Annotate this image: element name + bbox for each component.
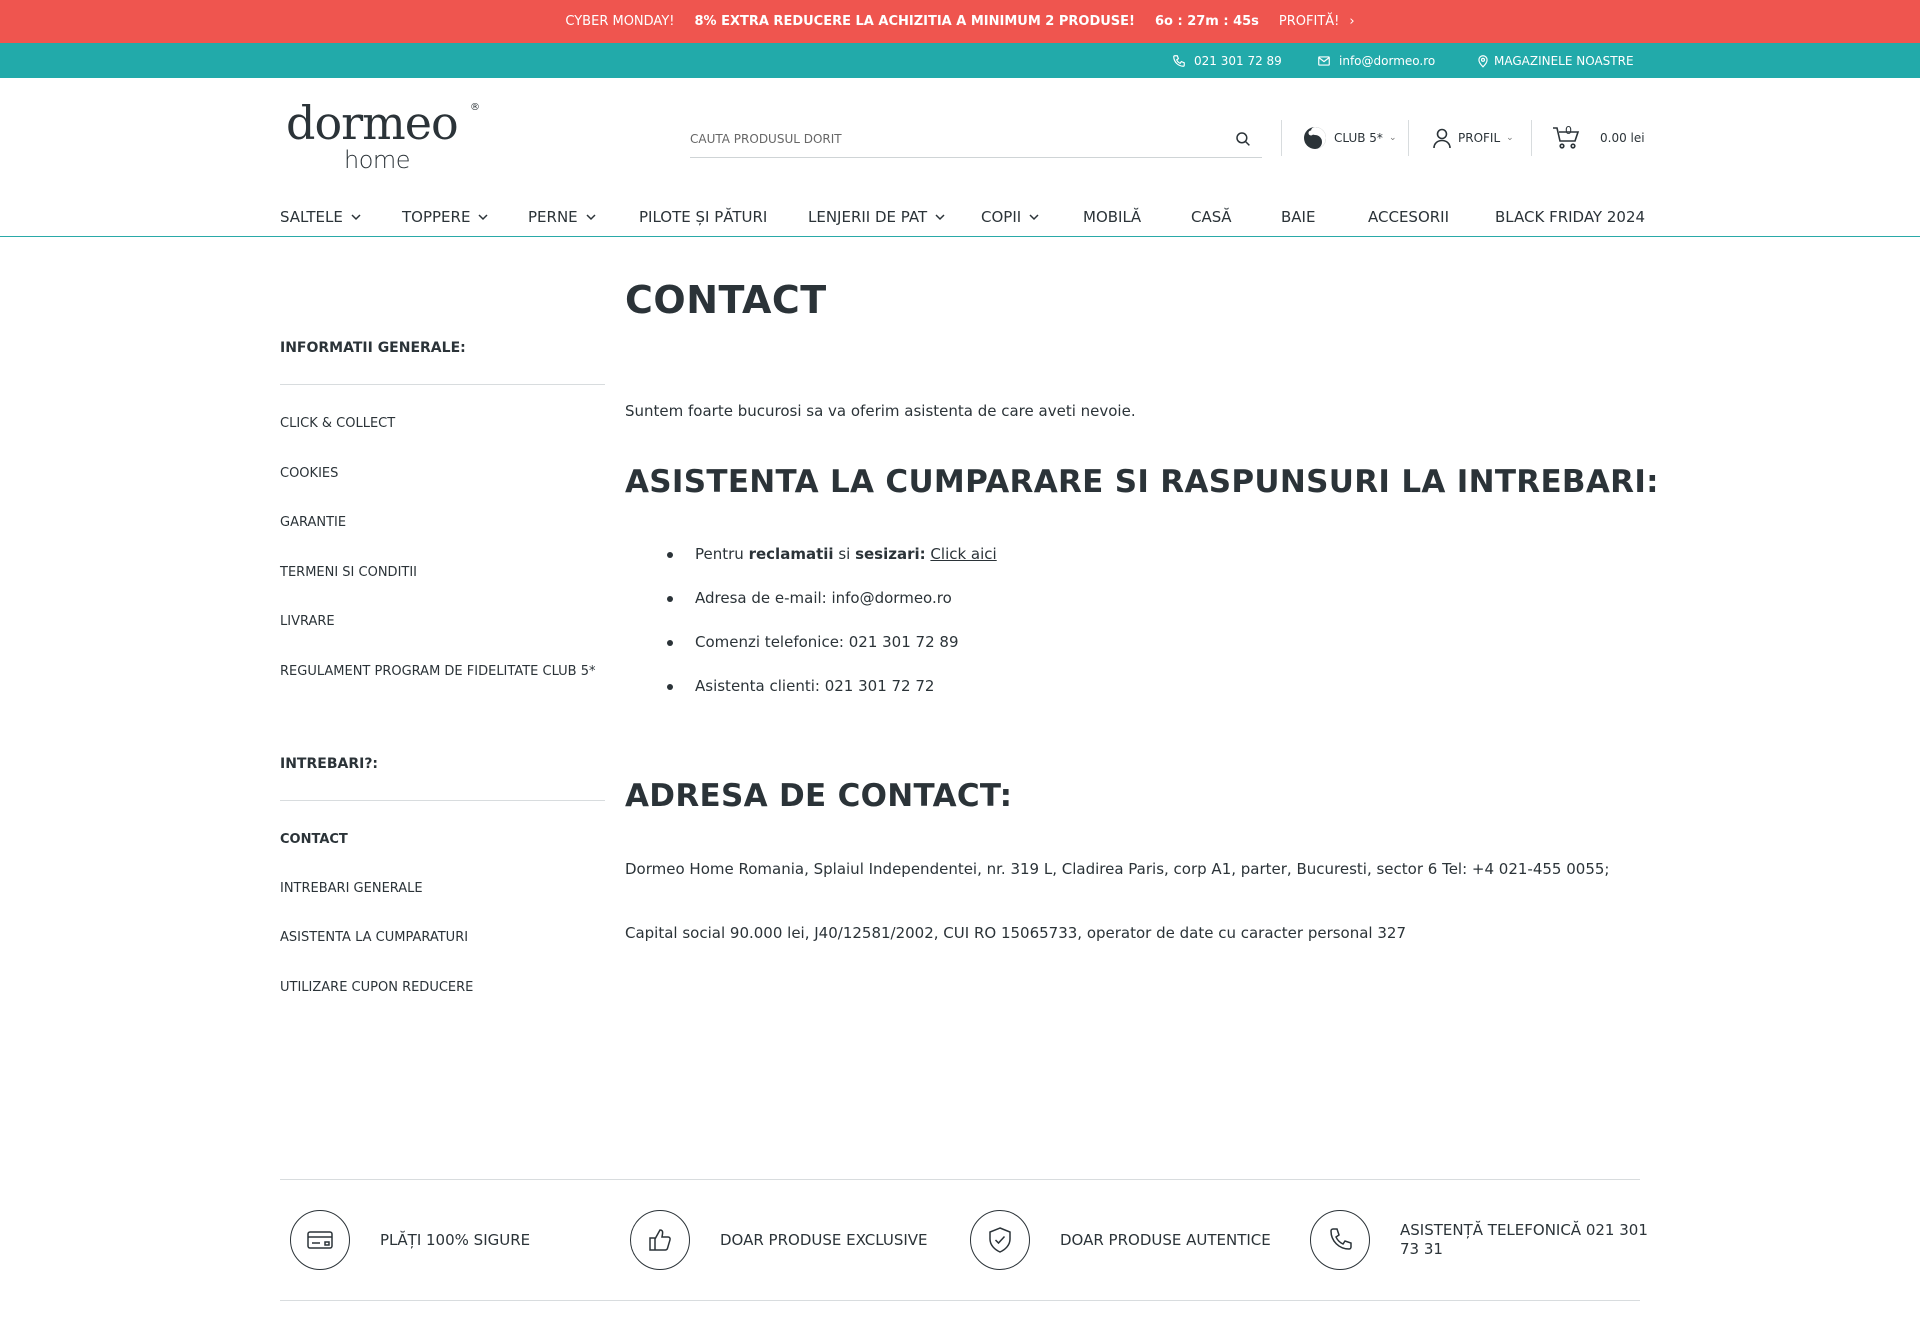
nav-item-accesorii[interactable]: ACCESORII — [1368, 208, 1450, 226]
contact-bar — [0, 43, 1920, 78]
logo[interactable] — [286, 96, 486, 180]
footer-divider — [280, 1300, 1640, 1301]
thumbs-up-icon — [645, 1225, 675, 1255]
search-box[interactable] — [690, 122, 1262, 158]
chevron-down-icon — [935, 212, 945, 222]
list-item: Asistenta clienti: 021 301 72 72 — [665, 674, 997, 718]
feature-phone-support — [1310, 1210, 1648, 1270]
profile-button[interactable] — [1432, 124, 1514, 152]
header-divider — [1531, 120, 1532, 156]
cart-button[interactable] — [1552, 124, 1645, 152]
chevron-down-icon — [586, 212, 596, 222]
page-title: CONTACT — [625, 278, 827, 322]
promo-timer: 6o : 27m : 45s — [1154, 14, 1259, 29]
sidebar-link-garantie[interactable]: GARANTIE — [280, 515, 347, 530]
club-button[interactable] — [1302, 124, 1396, 152]
chevron-down-icon — [478, 212, 488, 222]
nav-item-perne[interactable]: PERNE — [528, 208, 596, 226]
feature-label: DOAR PRODUSE EXCLUSIVE — [720, 1230, 928, 1249]
promo-offer: 8% EXTRA REDUCERE LA ACHIZITIA A MINIMUM 2 PRODUSE! — [694, 14, 1135, 29]
chevron-down-icon: ⌄ — [1388, 133, 1397, 143]
feature-exclusive — [630, 1210, 928, 1270]
stores-text: MAGAZINELE NOASTRE — [1494, 53, 1634, 68]
feature-authentic — [970, 1210, 1271, 1270]
list-item: Comenzi telefonice: 021 301 72 89 — [665, 630, 997, 674]
sidebar-link-termeni[interactable]: TERMENI SI CONDITII — [280, 565, 418, 580]
feature-label: ASISTENȚĂ TELEFONICĂ 021 301 73 31 — [1400, 1221, 1648, 1258]
sidebar-divider — [280, 384, 605, 385]
nav-item-toppere[interactable]: TOPPERE — [402, 208, 488, 226]
sidebar-link-asistenta[interactable]: ASISTENTA LA CUMPARATURI — [280, 930, 469, 945]
contact-phone[interactable] — [1172, 43, 1282, 78]
list-item: Pentru reclamatii si sesizari: Click aici — [665, 542, 997, 586]
address-text: Dormeo Home Romania, Splaiul Independentei, nr. 319 L, Cladirea Paris, corp A1, parter, Bucuresti, sector 6 Tel: +4 021-455 0055; — [625, 860, 1610, 878]
map-pin-icon — [1476, 54, 1490, 68]
nav-item-casa[interactable]: CASĂ — [1191, 208, 1232, 226]
footer-divider — [280, 1179, 1640, 1180]
sidebar-link-intrebari[interactable]: INTREBARI GENERALE — [280, 881, 423, 896]
feature-label: DOAR PRODUSE AUTENTICE — [1060, 1230, 1271, 1249]
sidebar-divider — [280, 800, 605, 801]
user-icon — [1432, 127, 1452, 149]
chevron-down-icon — [1029, 212, 1039, 222]
contact-phone-text: 021 301 72 89 — [1194, 53, 1282, 68]
sidebar-section-title: INFORMATII GENERALE: — [280, 340, 466, 356]
promo-label: CYBER MONDAY! — [565, 14, 675, 29]
sidebar-link-contact[interactable]: CONTACT — [280, 832, 348, 847]
sidebar-section-title: INTREBARI?: — [280, 756, 379, 772]
intro-text: Suntem foarte bucurosi sa va oferim asistenta de care aveti nevoie. — [625, 402, 1136, 420]
sidebar-link-click-collect[interactable]: CLICK & COLLECT — [280, 416, 396, 431]
card-icon — [305, 1225, 335, 1255]
complaints-link[interactable]: Click aici — [930, 545, 997, 563]
chevron-right-icon: › — [1349, 14, 1355, 29]
contact-email[interactable] — [1317, 43, 1435, 78]
mail-icon — [1317, 54, 1331, 68]
stores-link[interactable] — [1476, 43, 1634, 78]
nav-item-mobila[interactable]: MOBILĂ — [1083, 208, 1142, 226]
sidebar-link-regulament[interactable]: REGULAMENT PROGRAM DE FIDELITATE CLUB 5* — [280, 664, 596, 679]
sidebar-link-cupon[interactable]: UTILIZARE CUPON REDUCERE — [280, 980, 474, 995]
logo-word: dormeo — [286, 96, 458, 150]
main-nav — [0, 200, 1920, 237]
club-label: CLUB 5* — [1334, 131, 1383, 145]
promo-bar[interactable] — [0, 0, 1920, 43]
address-heading: ADRESA DE CONTACT: — [625, 778, 1013, 814]
feature-secure-payments — [290, 1210, 530, 1270]
search-input[interactable] — [690, 122, 1210, 156]
cart-total: 0.00 lei — [1600, 131, 1645, 145]
assist-heading: ASISTENTA LA CUMPARARE SI RASPUNSURI LA INTREBARI: — [625, 464, 1659, 500]
phone-icon — [1325, 1225, 1355, 1255]
capital-text: Capital social 90.000 lei, J40/12581/2002, CUI RO 15065733, operator de date cu caracter personal 327 — [625, 924, 1406, 942]
nav-item-baie[interactable]: BAIE — [1281, 208, 1316, 226]
nav-item-saltele[interactable]: SALTELE — [280, 208, 361, 226]
chevron-down-icon — [351, 212, 361, 222]
nav-item-lenjerii[interactable]: LENJERII DE PAT — [808, 208, 945, 226]
cart-icon — [1552, 126, 1580, 150]
nav-item-pilote[interactable]: PILOTE ȘI PĂTURI — [639, 208, 768, 226]
sidebar-link-cookies[interactable]: COOKIES — [280, 466, 339, 481]
phone-icon — [1172, 54, 1186, 68]
chevron-down-icon: ⌄ — [1506, 133, 1514, 143]
nav-item-black-friday[interactable]: BLACK FRIDAY 2024 — [1495, 208, 1646, 226]
assist-list — [665, 542, 997, 718]
profile-label: PROFIL — [1458, 131, 1501, 145]
list-item: Adresa de e-mail: info@dormeo.ro — [665, 586, 997, 630]
header-divider — [1281, 120, 1282, 156]
header-divider — [1408, 120, 1409, 156]
registered-mark: ® — [470, 102, 480, 113]
shield-check-icon — [985, 1225, 1015, 1255]
sidebar-link-livrare[interactable]: LIVRARE — [280, 614, 335, 629]
promo-cta[interactable]: PROFITĂ! — [1278, 14, 1340, 29]
nav-item-copii[interactable]: COPII — [981, 208, 1039, 226]
cart-count: 0 — [1565, 124, 1572, 137]
feature-label: PLĂȚI 100% SIGURE — [380, 1230, 531, 1249]
contact-email-text: info@dormeo.ro — [1339, 53, 1436, 68]
club-logo-icon — [1302, 125, 1328, 151]
search-icon[interactable] — [1234, 130, 1252, 148]
logo-sub: home — [344, 146, 411, 174]
